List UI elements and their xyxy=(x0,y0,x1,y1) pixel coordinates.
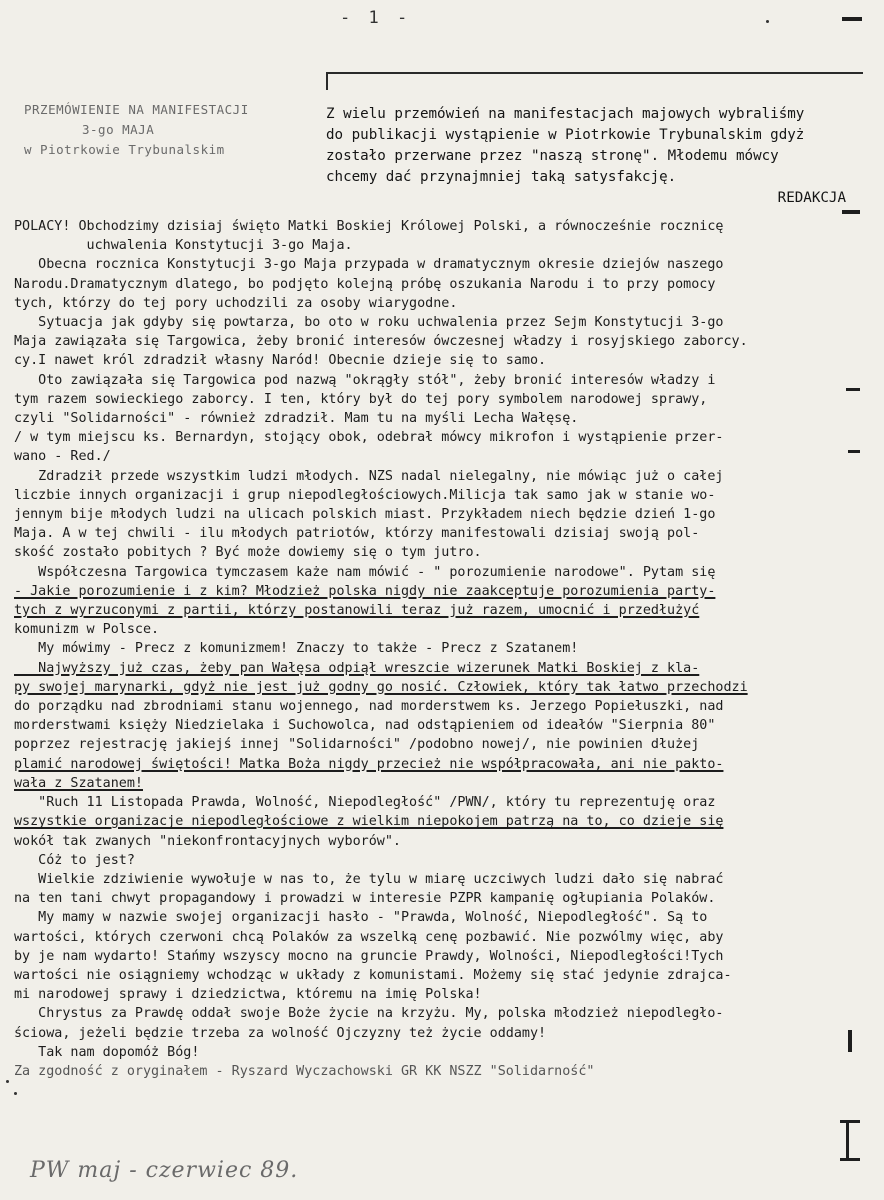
speech-line: wartości, których czerwoni chcą Polaków za wszelką cenę pozbawić. Nie pozwólmy więc, aby xyxy=(14,929,724,945)
speech-line: Narodu.Dramatycznym dlatego, bo podjęto kolejną próbę oszukania Narodu i to przy pomocy xyxy=(14,276,716,292)
speech-line: uchwalenia Konstytucji 3-go Maja. xyxy=(14,238,353,254)
editorial-signature: REDAKCJA xyxy=(777,190,846,206)
speech-line: My mamy w nazwie swojej organizacji hasło - "Prawda, Wolność, Niepodległość". Są to xyxy=(14,910,708,926)
speech-line: Cóż to jest? xyxy=(14,852,135,868)
speech-line: wano - Red./ xyxy=(14,449,111,465)
speech-line: tych, którzy do tej pory uchodzili za osoby wiarygodne. xyxy=(14,295,458,311)
speech-line: / w tym miejscu ks. Bernardyn, stojący obok, odebrał mówcy mikrofon i wystąpienie przer- xyxy=(14,430,724,446)
speech-line: wszystkie organizacje niepodległościowe z wielkim niepokojem patrzą na to, co dzieje się xyxy=(14,814,724,830)
speech-line: Chrystus za Prawdę oddał swoje Boże życie na krzyżu. My, polska młodzież niepodległo- xyxy=(14,1006,724,1022)
heading-line: PRZEMÓWIENIE NA MANIFESTACJI xyxy=(24,102,249,117)
speech-line: Sytuacja jak gdyby się powtarza, bo oto w roku uchwalenia przez Sejm Konstytucji 3-go xyxy=(14,315,724,331)
heading-line: 3-go MAJA xyxy=(82,122,155,137)
speech-line: Zdradził przede wszystkim ludzi młodych. NZS nadal nielegalny, nie mówiąc już o całej xyxy=(14,468,724,484)
speech-line: jennym bije młodych ludzi na ulicach polskich miast. Przykładem niech będzie dzień 1-go xyxy=(14,507,716,523)
speech-line: POLACY! Obchodzimy dzisiaj święto Matki Boskiej Królowej Polski, a równocześnie rocznicę xyxy=(14,219,724,234)
speech-line: ściowa, jeżeli będzie trzeba za wolność Ojczyzny też życie oddamy! xyxy=(14,1025,547,1041)
speech-line: py swojej marynarki, gdyż nie jest już godny go nosić. Człowiek, który tak łatwo przechodzi xyxy=(14,679,748,695)
margin-mark xyxy=(846,388,860,391)
copy-speck xyxy=(766,20,769,23)
speech-line: - Jakie porozumienie i z kim? Młodzież polska nigdy nie zaakceptuje porozumienia party- xyxy=(14,583,716,599)
speech-line: Maja. A w tej chwili - ilu młodych patriotów, którzy manifestowali dzisiaj swoją pol- xyxy=(14,526,700,542)
speech-line: My mówimy - Precz z komunizmem! Znaczy to także - Precz z Szatanem! xyxy=(14,641,579,657)
speech-line: do porządku nad zbrodniami stanu wojennego, nad morderstwem ks. Jerzego Popiełuszki, nad xyxy=(14,699,724,715)
handwritten-note: PW maj - czerwiec 89. xyxy=(30,1158,299,1183)
editorial-line: chcemy dać przynajmniej taką satysfakcję. xyxy=(326,169,677,185)
margin-mark xyxy=(840,1120,860,1123)
heading-line: w Piotrkowie Trybunalskim xyxy=(24,142,225,157)
editorial-bracket xyxy=(326,72,863,90)
speech-line: mi narodowej sprawy i dziedzictwa, któremu na imię Polska! xyxy=(14,987,482,1003)
speech-line: morderstwami księży Niedzielaka i Suchowolca, nad odstąpieniem od ideałów "Sierpnia 80" xyxy=(14,718,716,734)
speech-line: wartości nie osiągniemy wchodząc w układy z komunistami. Możemy się stać jedynie zdrajca- xyxy=(14,967,732,983)
editorial-line: Z wielu przemówień na manifestacjach majowych wybraliśmy xyxy=(326,106,805,122)
speech-line: Najwyższy już czas, żeby pan Wałęsa odpiął wreszcie wizerunek Matki Boskiej z kla- xyxy=(14,660,700,676)
margin-mark xyxy=(846,1122,849,1158)
speech-body xyxy=(14,217,874,1081)
speech-line: Obecna rocznica Konstytucji 3-go Maja przypada w dramatycznym okresie dziejów naszego xyxy=(14,257,724,273)
speech-line: poprzez rejestrację jakiejś innej "Solidarności" /podobno nowej/, nie powinien dłużej xyxy=(14,737,700,753)
speech-line: by je nam wydarto! Stańmy wszyscy mocno na gruncie Prawdy, Wolności, Niepodległości!Tych xyxy=(14,948,724,964)
copy-speck xyxy=(14,1092,17,1095)
speech-line: skość zostało pobitych ? Być może dowiemy się o tym jutro. xyxy=(14,545,482,561)
speech-line: Wielkie zdziwienie wywołuje w nas to, że tylu w miarę uczciwych ludzi dało się nabrać xyxy=(14,871,724,887)
speech-line: Tak nam dopomóż Bóg! xyxy=(14,1044,200,1060)
speech-line: Współczesna Targowica tymczasem każe nam mówić - " porozumienie narodowe". Pytam się xyxy=(14,564,716,580)
editorial-line: zostało przerwane przez "naszą stronę". Młodemu mówcy xyxy=(326,148,779,164)
speech-line: na ten tani chwyt propagandowy i prowadzi w interesie PZPR kampanię ogłupiania Polaków. xyxy=(14,891,716,907)
speech-line: cy.I nawet król zdradził własny Naród! Obecnie dzieje się to samo. xyxy=(14,353,547,369)
speech-line: wokół tak zwanych "niekonfrontacyjnych wyborów". xyxy=(14,833,401,849)
margin-mark xyxy=(840,1158,860,1161)
margin-mark xyxy=(848,450,860,453)
speech-line: tym razem sowieckiego zaborcy. I ten, który był do tej pory symbolem narodowej sprawy, xyxy=(14,391,708,407)
speech-line: Za zgodność z oryginałem - Ryszard Wyczachowski GR KK NSZZ "Solidarność" xyxy=(14,1063,595,1079)
margin-mark xyxy=(848,1030,852,1052)
editorial-line: do publikacji wystąpienie w Piotrkowie Trybunalskim gdyż xyxy=(326,127,805,143)
page-number: - 1 - xyxy=(340,8,412,28)
margin-mark xyxy=(842,17,862,21)
speech-line: "Ruch 11 Listopada Prawda, Wolność, Niepodległość" /PWN/, który tu reprezentuję oraz xyxy=(14,795,716,811)
speech-line: czyli "Solidarności" - również zdradził. Mam tu na myśli Lecha Wałęsę. xyxy=(14,411,579,427)
speech-heading xyxy=(24,100,304,160)
margin-mark xyxy=(842,210,860,214)
speech-line: liczbie innych organizacji i grup niepodległościowych.Milicja tak samo jak w stanie wo- xyxy=(14,487,716,503)
speech-line: Oto zawiązała się Targowica pod nazwą "okrągły stół", żeby bronić interesów władzy i xyxy=(14,372,716,388)
speech-line: plamić narodowej świętości! Matka Boża nigdy przecież nie współpracowała, ani nie pakto- xyxy=(14,756,724,772)
editorial-note xyxy=(326,104,866,209)
speech-line: Maja zawiązała się Targowica, żeby bronić interesów ówczesnej władzy i rosyjskiego zaborcy. xyxy=(14,334,748,350)
speech-line: wała z Szatanem! xyxy=(14,775,143,791)
speech-line: tych z wyrzuconymi z partii, którzy postanowili teraz już razem, umocnić i przedłużyć xyxy=(14,603,700,619)
speech-line: komunizm w Polsce. xyxy=(14,622,160,638)
copy-speck xyxy=(6,1080,9,1083)
